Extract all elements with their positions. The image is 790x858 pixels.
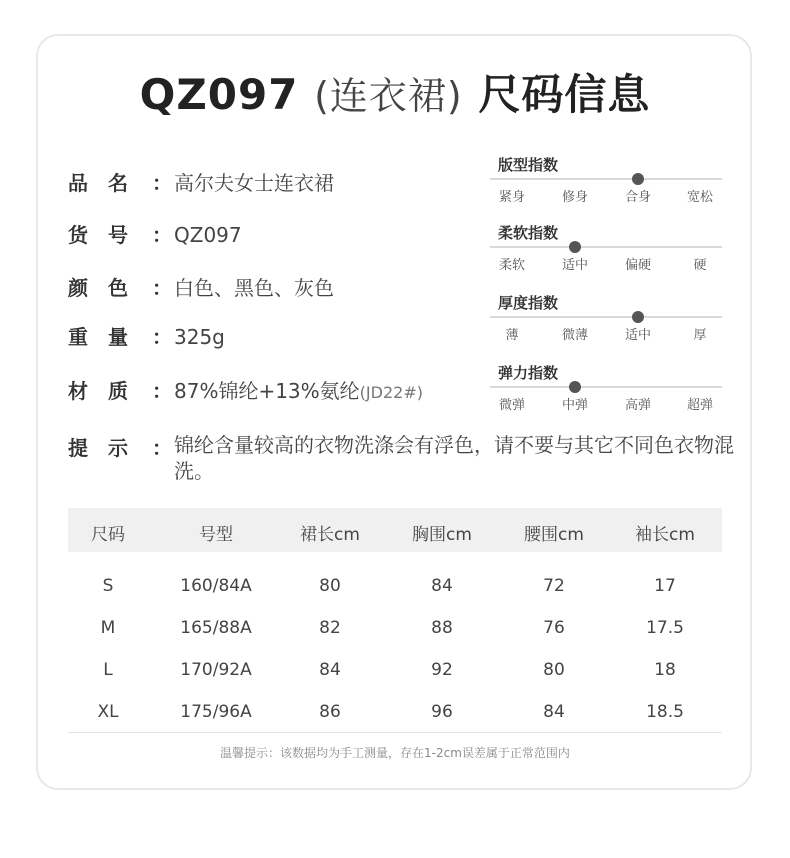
index-title: 柔软指数 [498, 224, 559, 242]
info-colon: ： [152, 325, 172, 349]
info-weight-row [68, 321, 225, 350]
index-label: 超弹 [686, 398, 714, 413]
table-cell: S [102, 576, 114, 596]
measurement-note: 温馨提示：该数据均为手工测量，存在1-2cm误差属于正常范围内 [220, 746, 570, 760]
table-header [68, 508, 722, 552]
info-tip-label: 提 示 [68, 436, 128, 460]
index-title: 弹力指数 [498, 364, 559, 382]
info-sku-row [68, 219, 242, 248]
index-marker [632, 173, 644, 185]
index-track [490, 178, 722, 180]
index-label: 修身 [561, 190, 589, 205]
index-label: 硬 [693, 258, 707, 273]
info-weight-value: 325g [174, 325, 225, 349]
info-name-row [68, 167, 334, 196]
table-row [68, 608, 722, 650]
table-header-cell: 腰围cm [524, 525, 584, 545]
index-title: 版型指数 [498, 156, 559, 174]
index-label: 柔软 [498, 258, 526, 273]
index-marker [569, 381, 581, 393]
info-color-row [68, 272, 334, 301]
table-cell: 82 [319, 618, 341, 638]
index-label: 偏硬 [624, 258, 652, 273]
table-cell: 86 [319, 702, 341, 722]
info-sku-value: QZ097 [174, 223, 242, 247]
table-divider [68, 732, 722, 733]
table-row [68, 566, 722, 608]
table-cell: XL [97, 702, 119, 722]
table-cell: M [100, 618, 116, 638]
index-label: 微薄 [561, 328, 589, 343]
table-cell: 84 [319, 660, 341, 680]
index-marker [569, 241, 581, 253]
table-row [68, 650, 722, 692]
index-marker [632, 311, 644, 323]
table-cell: 92 [431, 660, 453, 680]
table-cell: 165/88A [180, 618, 252, 638]
info-color-value: 白色、黑色、灰色 [174, 276, 334, 300]
index-label: 合身 [624, 190, 652, 205]
table-cell: 72 [543, 576, 565, 596]
table-cell: 18 [654, 660, 676, 680]
table-cell: L [103, 660, 113, 680]
table-cell: 18.5 [646, 702, 684, 722]
info-sku-label: 货 号 [68, 223, 128, 247]
info-tip-row [68, 432, 748, 484]
table-header-cell: 尺码 [91, 525, 125, 545]
table-cell: 84 [431, 576, 453, 596]
index-label: 高弹 [624, 398, 652, 413]
index-track [490, 246, 722, 248]
table-header-cell: 号型 [199, 525, 233, 545]
index-title: 厚度指数 [498, 294, 559, 312]
info-colon: ： [152, 276, 172, 300]
info-material-value: 87%锦纶+13%氨纶 [174, 379, 360, 403]
index-track [490, 386, 722, 388]
table-cell: 170/92A [180, 660, 252, 680]
table-cell: 17 [654, 576, 676, 596]
info-material-suffix: (JD22#) [359, 383, 423, 402]
table-row [68, 692, 722, 734]
table-cell: 80 [319, 576, 341, 596]
table-header-cell: 裙长cm [300, 525, 360, 545]
info-name-value: 高尔夫女士连衣裙 [174, 171, 334, 195]
index-label: 薄 [505, 328, 519, 343]
info-colon: ： [152, 436, 172, 460]
info-weight-label: 重 量 [68, 325, 128, 349]
table-cell: 80 [543, 660, 565, 680]
info-colon: ： [152, 171, 172, 195]
info-colon: ： [152, 223, 172, 247]
info-colon: ： [152, 379, 172, 403]
title-suffix: 尺码信息 [478, 70, 651, 119]
info-name-label: 品 名 [68, 171, 128, 195]
index-label: 中弹 [561, 398, 589, 413]
index-label: 适中 [624, 328, 652, 343]
table-cell: 84 [543, 702, 565, 722]
index-track [490, 316, 722, 318]
title-code: QZ097 [139, 70, 299, 119]
table-header-cell: 胸围cm [412, 525, 472, 545]
index-label: 适中 [561, 258, 589, 273]
table-cell: 88 [431, 618, 453, 638]
info-material-label: 材 质 [68, 379, 128, 403]
table-cell: 160/84A [180, 576, 252, 596]
table-cell: 96 [431, 702, 453, 722]
index-label: 厚 [693, 328, 707, 343]
index-label: 宽松 [686, 190, 714, 205]
info-material-row [68, 375, 423, 404]
table-cell: 175/96A [180, 702, 252, 722]
info-color-label: 颜 色 [68, 276, 128, 300]
table-header-cell: 袖长cm [635, 525, 695, 545]
table-cell: 17.5 [646, 618, 684, 638]
title-paren: (连衣裙) [314, 74, 463, 118]
page-title [0, 62, 790, 122]
index-label: 微弹 [498, 398, 526, 413]
index-label: 紧身 [498, 190, 526, 205]
info-tip-value: 锦纶含量较高的衣物洗涤会有浮色，请不要与其它不同色衣物混洗。 [174, 433, 734, 483]
table-cell: 76 [543, 618, 565, 638]
